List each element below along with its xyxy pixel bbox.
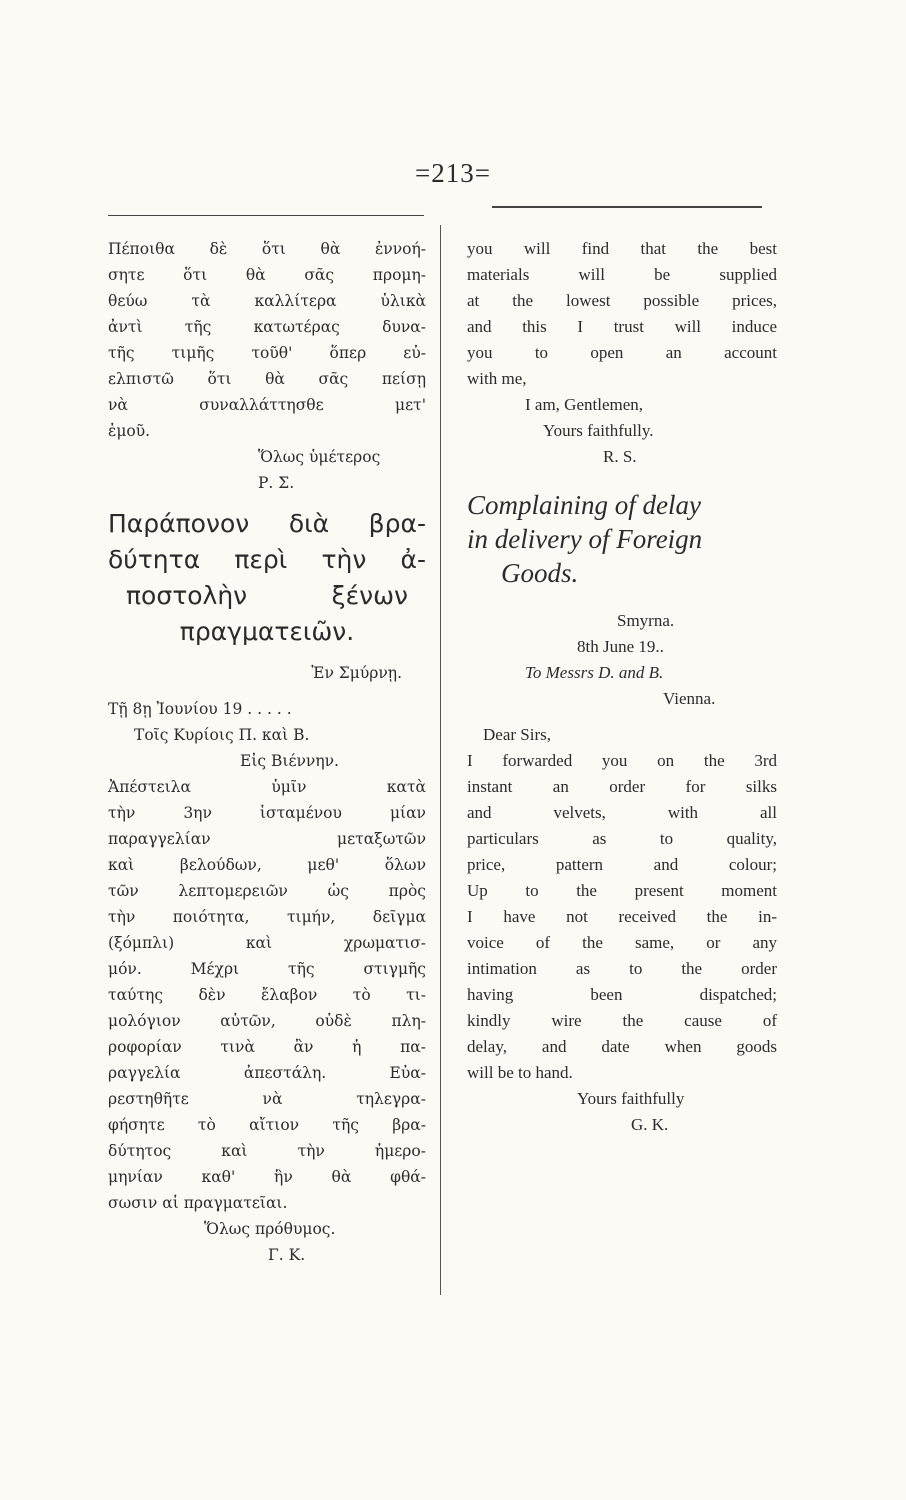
letter-signature: Γ. Κ. xyxy=(268,1246,306,1264)
heading-line: Complaining of delay xyxy=(467,490,701,520)
text-line: δύτητος καὶ τὴν ἡμερο- xyxy=(108,1142,426,1160)
english-section-heading xyxy=(467,488,777,590)
text-line: τῆς τιμῆς τοῦθ' ὅπερ εὐ- xyxy=(108,344,426,362)
text-line: will be to hand. xyxy=(467,1063,573,1082)
english-column xyxy=(467,236,777,1138)
letter-address-city: Vienna. xyxy=(663,689,716,708)
heading-line: Παράπονον διὰ βρα- xyxy=(108,509,426,538)
heading-line: πραγματειῶν. xyxy=(179,617,355,646)
letter-place: Smyrna. xyxy=(617,611,675,630)
text-line: you to open an account xyxy=(467,343,777,362)
text-line: τὴν 3ην ἱσταμένου μίαν xyxy=(108,804,426,822)
text-line: μολόγιον αὐτῶν, οὐδὲ πλη- xyxy=(108,1012,426,1030)
text-line: Ἀπέστειλα ὑμῖν κατὰ xyxy=(108,778,426,796)
letter-address-city: Εἰς Βιέννην. xyxy=(240,752,339,770)
text-line: with me, xyxy=(467,369,527,388)
text-line: at the lowest possible prices, xyxy=(467,291,777,310)
text-line: I have not received the in- xyxy=(467,907,777,926)
text-line: kindly wire the cause of xyxy=(467,1011,777,1030)
text-line: having been dispatched; xyxy=(467,985,777,1004)
text-line: voice of the same, or any xyxy=(467,933,777,952)
text-line: τῶν λεπτομερειῶν ὡς πρὸς xyxy=(108,882,426,900)
text-line: materials will be supplied xyxy=(467,265,777,284)
text-line: ἀντὶ τῆς κατωτέρας δυνα- xyxy=(108,318,426,336)
text-line: intimation as to the order xyxy=(467,959,777,978)
letter-date: 8th June 19.. xyxy=(577,637,664,656)
letter-addressee: Τοῖς Κυρίοις Π. καὶ Β. xyxy=(134,726,310,744)
english-letter-body xyxy=(467,748,777,1086)
text-line: ραγγελία ἀπεστάλη. Εὐα- xyxy=(108,1064,426,1082)
text-line: καὶ βελούδων, μεθ' ὅλων xyxy=(108,856,426,874)
letter-closing: Yours faithfully. xyxy=(543,421,654,440)
letter-closing: I am, Gentlemen, xyxy=(525,395,644,414)
greek-column xyxy=(108,236,426,1268)
text-line: ρεστηθῆτε νὰ τηλεγρα- xyxy=(108,1090,426,1108)
left-header-rule xyxy=(108,215,424,216)
column-divider xyxy=(440,225,441,1295)
english-letter-ending xyxy=(467,236,777,470)
letter-date: Τῇ 8ῃ Ἰουνίου 19 . . . . . xyxy=(108,700,292,718)
text-line: price, pattern and colour; xyxy=(467,855,777,874)
letter-signature: Ρ. Σ. xyxy=(258,474,295,492)
text-line: νὰ συναλλάττησθε μετ' xyxy=(108,396,426,414)
letter-signature: G. K. xyxy=(631,1115,669,1134)
text-line: σωσιν αἱ πραγματεῖαι. xyxy=(108,1194,288,1212)
text-line: θεύω τὰ καλλίτερα ὑλικὰ xyxy=(108,292,426,310)
text-line: σητε ὅτι θὰ σᾶς προμη- xyxy=(108,266,426,284)
letter-closing: Ὅλως πρόθυμος. xyxy=(204,1220,336,1238)
letter-salutation: Dear Sirs, xyxy=(483,725,551,744)
text-line: and velvets, with all xyxy=(467,803,777,822)
text-line: ελπιστῶ ὅτι θὰ σᾶς πείσῃ xyxy=(108,370,426,388)
greek-letter-ending xyxy=(108,236,426,496)
text-line: παραγγελίαν μεταξωτῶν xyxy=(108,830,426,848)
letter-signature: R. S. xyxy=(603,447,637,466)
letter-closing: Ὅλως ὑμέτερος xyxy=(258,448,381,466)
text-line: instant an order for silks xyxy=(467,777,777,796)
heading-line: Goods. xyxy=(501,558,579,588)
text-line: μηνίαν καθ' ἣν θὰ φθά- xyxy=(108,1168,426,1186)
text-line: delay, and date when goods xyxy=(467,1037,777,1056)
text-line: I forwarded you on the 3rd xyxy=(467,751,777,770)
heading-line: in delivery of Foreign xyxy=(467,524,703,554)
text-line: particulars as to quality, xyxy=(467,829,777,848)
heading-line: δύτητα περὶ τὴν ἀ- xyxy=(108,545,426,574)
letter-place: Ἐν Σμύρνῃ. xyxy=(311,664,402,682)
greek-section-heading xyxy=(108,506,426,650)
page-number: =213= xyxy=(415,158,491,188)
text-line: Up to the present moment xyxy=(467,881,777,900)
text-line: μόν. Μέχρι τῆς στιγμῆς xyxy=(108,960,426,978)
text-line: ἐμοῦ. xyxy=(108,422,151,440)
text-line: Πέποιθα δὲ ὅτι θὰ ἐννοή- xyxy=(108,240,426,258)
text-line: ροφορίαν τινὰ ἂν ἡ πα- xyxy=(108,1038,426,1056)
text-line: and this I trust will induce xyxy=(467,317,777,336)
greek-letter-body xyxy=(108,774,426,1216)
text-line: (ξόμπλι) καὶ χρωματισ- xyxy=(108,934,426,952)
text-line: you will find that the best xyxy=(467,239,777,258)
letter-addressee: To Messrs D. and B. xyxy=(525,663,664,682)
text-line: τὴν ποιότητα, τιμήν, δεῖγμα xyxy=(108,908,426,926)
right-header-rule xyxy=(492,206,762,208)
letter-closing: Yours faithfully xyxy=(577,1089,685,1108)
text-line: φήσητε τὸ αἴτιον τῆς βρα- xyxy=(108,1116,426,1134)
heading-line: ποστολὴν ξένων xyxy=(126,581,408,610)
text-line: ταύτης δὲν ἔλαβον τὸ τι- xyxy=(108,986,426,1004)
